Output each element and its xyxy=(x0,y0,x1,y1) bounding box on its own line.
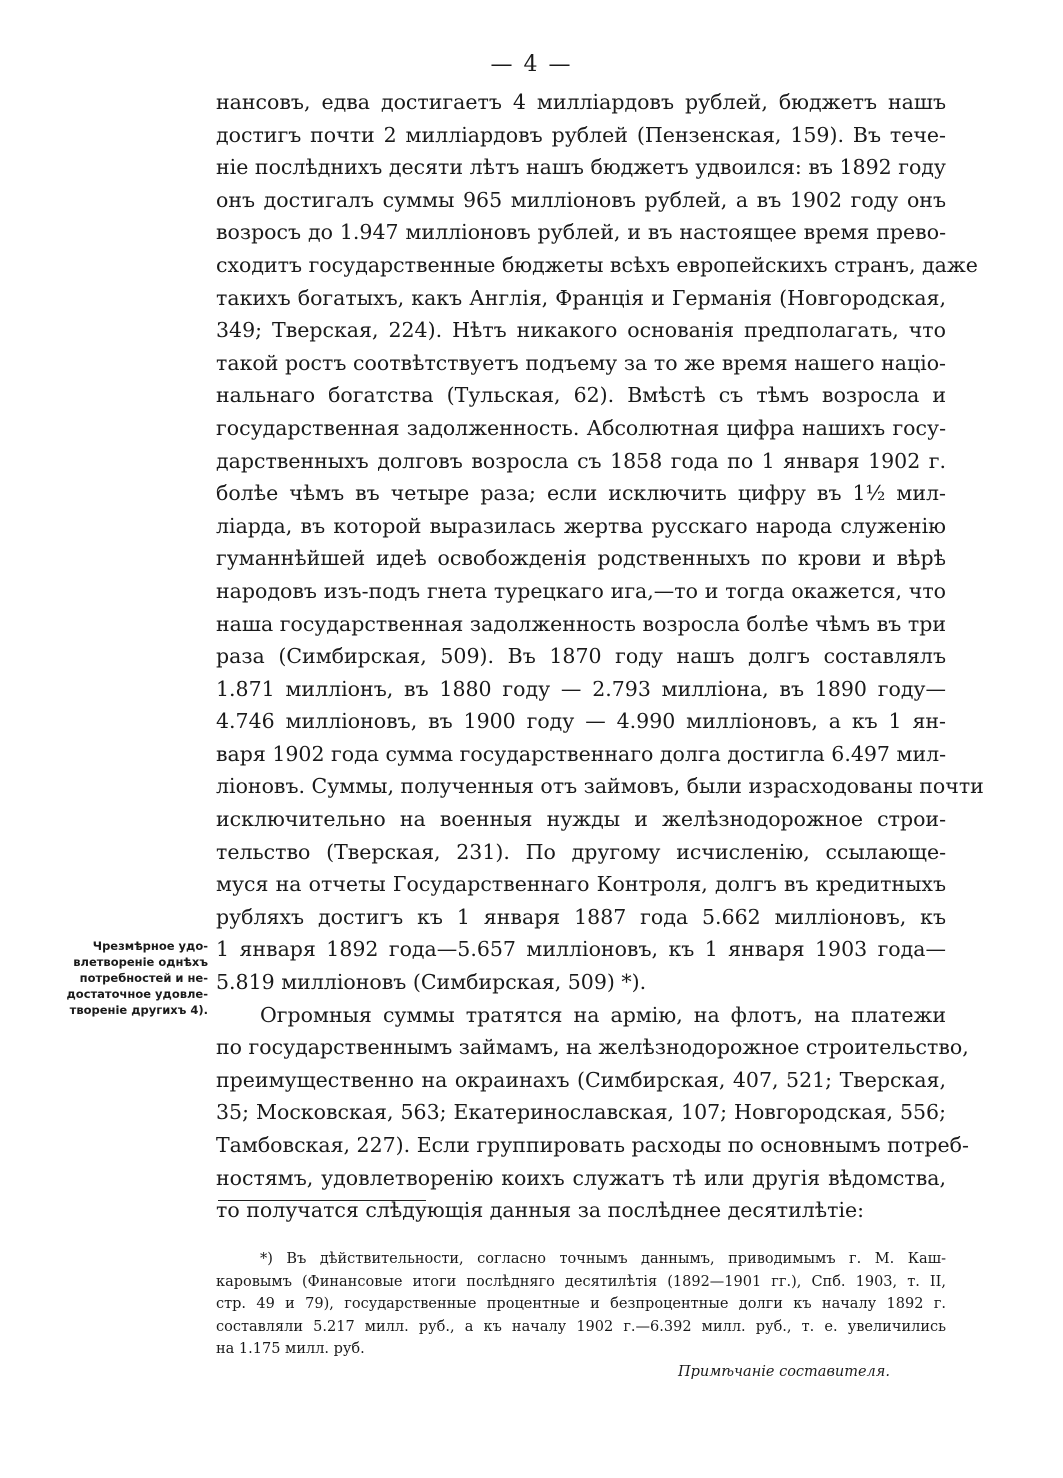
footnote-line: *) Въ дѣйствительности, согласно точнымъ даннымъ, приводимымъ г. М. Каш- xyxy=(260,1251,946,1267)
text-line: возросъ до 1.947 милліоновъ рублей, и въ настоящее время прево- xyxy=(216,220,946,245)
text-line: варя 1902 года сумма государственнаго долга достигла 6.497 мил- xyxy=(216,741,947,766)
text-line: нальнаго богатства (Тульская, 62). Вмѣстѣ съ тѣмъ возросла и xyxy=(216,383,946,408)
margin-note-line: влетвореніе однѣхъ xyxy=(73,955,208,969)
footnote-line: стр. 49 и 79), государственные процентные и безпроцентные долги къ началу 1892 г. xyxy=(216,1296,946,1312)
text-line: дарственныхъ долговъ возросла съ 1858 года по 1 января 1902 г. xyxy=(216,448,946,473)
text-line: 5.819 милліоновъ (Симбирская, 509) *). xyxy=(216,970,647,995)
text-line: муся на отчеты Государственнаго Контроля, долгъ въ кредитныхъ xyxy=(216,872,946,897)
main-text xyxy=(216,86,984,1227)
paragraph-start-line: Огромныя суммы тратятся на армію, на флотъ, на платежи xyxy=(260,1002,946,1027)
text-line: 1.871 милліонъ, въ 1880 году — 2.793 милліона, въ 1890 году— xyxy=(216,676,946,701)
text-line: достигъ почти 2 милліардовъ рублей (Пензенская, 159). Въ тече- xyxy=(216,122,946,147)
text-line: ностямъ, удовлетворенію коихъ служатъ тѣ или другія вѣдомства, xyxy=(216,1165,946,1190)
footnote-divider xyxy=(218,1200,426,1201)
text-line: рубляхъ достигъ къ 1 января 1887 года 5.662 милліоновъ, къ xyxy=(216,904,946,929)
text-line: то получатся слѣдующія данныя за послѣднее десятилѣтіе: xyxy=(216,1198,865,1223)
text-line: болѣе чѣмъ въ четыре раза; если исключить цифру въ 1½ мил- xyxy=(216,481,946,506)
text-line: такихъ богатыхъ, какъ Англія, Франція и Германія (Новгородская, xyxy=(216,285,946,310)
text-line: ніе послѣднихъ десяти лѣтъ нашъ бюджетъ удвоился: въ 1892 году xyxy=(216,155,946,180)
footnote-signature: Примѣчаніе составителя. xyxy=(677,1364,890,1380)
text-line: нансовъ, едва достигаетъ 4 милліардовъ рублей, бюджетъ нашъ xyxy=(216,90,946,114)
text-line: ліоновъ. Суммы, полученныя отъ займовъ, были израсходованы почти xyxy=(216,774,984,799)
page-number: — 4 — xyxy=(490,52,573,77)
text-line: преимущественно на окраинахъ (Симбирская, 407, 521; Тверская, xyxy=(216,1067,946,1092)
text-line: гуманнѣйшей идеѣ освобожденія родственныхъ по крови и вѣрѣ xyxy=(216,546,946,571)
text-line: ліарда, въ которой выразилась жертва русскаго народа служенію xyxy=(216,513,946,538)
text-line: 4.746 милліоновъ, въ 1900 году — 4.990 милліоновъ, а къ 1 ян- xyxy=(216,709,946,734)
footnote xyxy=(216,1248,946,1361)
footnote-line: составляли 5.217 милл. руб., а къ началу 1902 г.—6.392 милл. руб., т. е. увеличились xyxy=(216,1318,946,1335)
margin-note-line: Чрезмѣрное удо- xyxy=(92,939,208,953)
text-line: 1 января 1892 года—5.657 милліоновъ, къ 1 января 1903 года— xyxy=(216,937,946,962)
text-line: такой ростъ соотвѣтствуетъ подъему за то же время нашего націо- xyxy=(216,350,946,375)
text-line: 349; Тверская, 224). Нѣтъ никакого основанія предполагать, что xyxy=(216,318,946,343)
text-line: государственная задолженность. Абсолютная цифра нашихъ госу- xyxy=(216,415,946,440)
text-line: сходитъ государственные бюджеты всѣхъ европейскихъ странъ, даже xyxy=(216,252,978,277)
text-line: раза (Симбирская, 509). Въ 1870 году нашъ долгъ составлялъ xyxy=(216,644,946,669)
footnote-line: каровымъ (Финансовые итоги послѣдняго десятилѣтія (1892—1901 гг.), Спб. 1903, т. II, xyxy=(216,1273,946,1290)
text-line: исключительно на военныя нужды и желѣзнодорожное строи- xyxy=(216,807,946,832)
text-line: Тамбовская, 227). Если группировать расходы по основнымъ потреб- xyxy=(216,1133,969,1157)
text-line: по государственнымъ займамъ, на желѣзнодорожное строительство, xyxy=(216,1035,969,1060)
margin-note-line: достаточное удовле- xyxy=(66,987,208,1001)
footnote-line: на 1.175 милл. руб. xyxy=(216,1341,365,1357)
text-line: наша государственная задолженность возросла болѣе чѣмъ въ три xyxy=(216,611,946,636)
text-line: тельство (Тверская, 231). По другому исчисленію, ссылающе- xyxy=(216,839,946,864)
margin-note-line: потребностей и не- xyxy=(79,971,208,985)
margin-note xyxy=(58,938,208,1018)
margin-note-line: твореніе другихъ 4). xyxy=(69,1003,208,1017)
text-line: народовъ изъ-подъ гнета турецкаго ига,—то и тогда окажется, что xyxy=(216,578,946,603)
text-line: онъ достигалъ суммы 965 милліоновъ рублей, а въ 1902 году онъ xyxy=(216,187,946,212)
text-line: 35; Московская, 563; Екатеринославская, 107; Новгородская, 556; xyxy=(216,1100,946,1125)
